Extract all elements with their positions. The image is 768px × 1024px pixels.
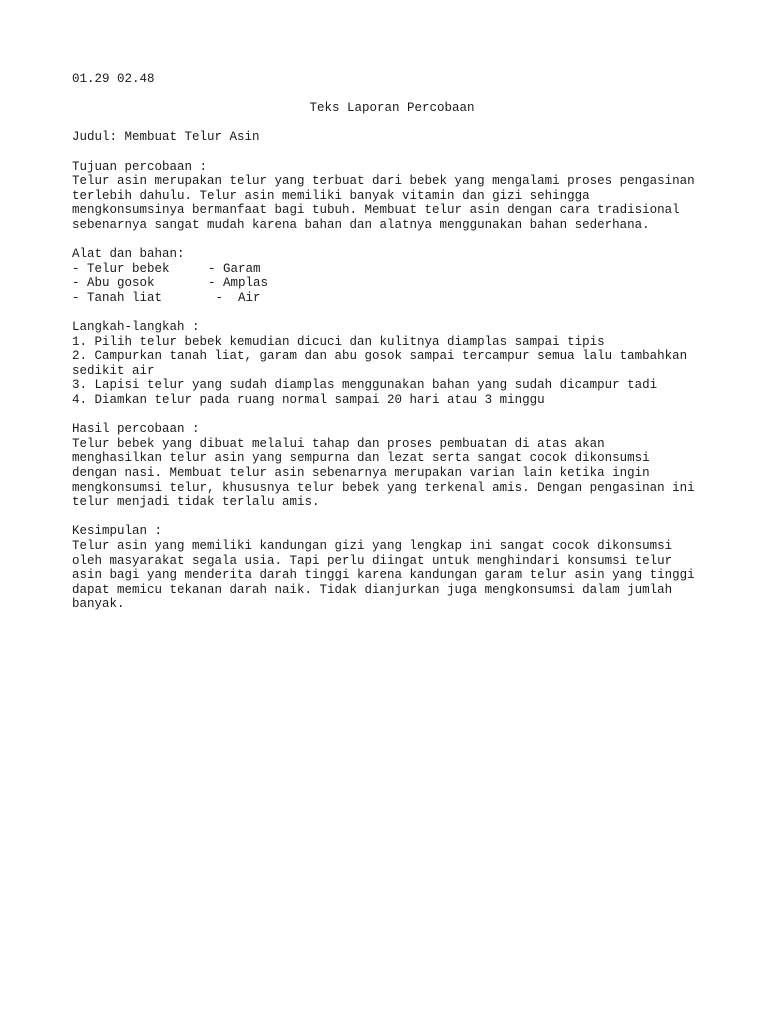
tujuan-line: terlebih dahulu. Telur asin memiliki banyak vitamin dan gizi sehingga [72, 188, 590, 203]
kesimpulan-line: dapat memicu tekanan darah naik. Tidak dianjurkan juga mengkonsumsi dalam jumlah [72, 582, 673, 597]
hasil-heading: Hasil percobaan : [72, 422, 200, 437]
langkah-section [72, 320, 712, 408]
hasil-line: telur menjadi tidak terlalu amis. [72, 495, 320, 510]
tujuan-line: mengkonsumsinya bermanfaat bagi tubuh. Membuat telur asin dengan cara tradisional [72, 203, 680, 218]
hasil-section [72, 422, 712, 510]
judul-line: Judul: Membuat Telur Asin [72, 130, 260, 145]
tujuan-line: sebenarnya sangat mudah karena bahan dan alatnya menggunakan bahan sederhana. [72, 217, 650, 232]
alat-item-right: - Garam [208, 261, 261, 276]
kesimpulan-line: oleh masyarakat segala usia. Tapi perlu diingat untuk menghindari konsumsi telur [72, 553, 673, 568]
langkah-line: 1. Pilih telur bebek kemudian dicuci dan kulitnya diamplas sampai tipis [72, 334, 605, 349]
alat-item-left: - Tanah liat [72, 290, 163, 305]
document-page [72, 72, 712, 612]
kesimpulan-line: banyak. [72, 597, 125, 612]
alat-item-right: - Amplas [208, 276, 269, 291]
spacer [72, 306, 712, 321]
spacer [72, 116, 712, 131]
alat-item-right: - Air [208, 290, 261, 305]
hasil-line: Telur bebek yang dibuat melalui tahap dan proses pembuatan di atas akan [72, 436, 605, 451]
list-item [72, 276, 712, 291]
hasil-line: mengkonsumsi telur, khususnya telur bebek yang terkenal amis. Dengan pengasinan ini [72, 480, 695, 495]
langkah-heading: Langkah-langkah : [72, 320, 200, 335]
kesimpulan-line: asin bagi yang menderita darah tinggi karena kandungan garam telur asin yang tinggi [72, 568, 695, 583]
langkah-line: 3. Lapisi telur yang sudah diamplas menggunakan bahan yang sudah dicampur tadi [72, 378, 658, 393]
alat-item-left: - Abu gosok [72, 276, 155, 291]
kesimpulan-line: Telur asin yang memiliki kandungan gizi yang lengkap ini sangat cocok dikonsumsi [72, 539, 673, 553]
timestamp: 01.29 02.48 [72, 72, 155, 86]
spacer [72, 233, 712, 248]
tujuan-heading: Tujuan percobaan : [72, 159, 208, 174]
list-item [72, 262, 712, 277]
kesimpulan-section [72, 524, 712, 612]
alat-section [72, 247, 712, 305]
langkah-line: 2. Campurkan tanah liat, garam dan abu gosok sampai tercampur semua lalu tambahkan [72, 349, 688, 364]
list-item [72, 291, 712, 306]
document-title: Teks Laporan Percobaan [309, 101, 475, 116]
hasil-line: menghasilkan telur asin yang sempurna dan lezat serta sangat cocok dikonsumsi [72, 451, 650, 466]
langkah-line: 4. Diamkan telur pada ruang normal sampai 20 hari atau 3 minggu [72, 393, 545, 408]
alat-item-left: - Telur bebek [72, 261, 170, 276]
alat-heading: Alat dan bahan: [72, 247, 185, 262]
spacer [72, 510, 712, 525]
kesimpulan-heading: Kesimpulan : [72, 524, 163, 539]
langkah-line: sedikit air [72, 363, 155, 378]
spacer [72, 408, 712, 423]
tujuan-line: Telur asin merupakan telur yang terbuat dari bebek yang mengalami proses pengasinan [72, 174, 695, 189]
spacer [72, 87, 712, 102]
tujuan-section [72, 160, 712, 233]
spacer [72, 145, 712, 160]
hasil-line: dengan nasi. Membuat telur asin sebenarnya merupakan varian lain ketika ingin [72, 466, 650, 481]
